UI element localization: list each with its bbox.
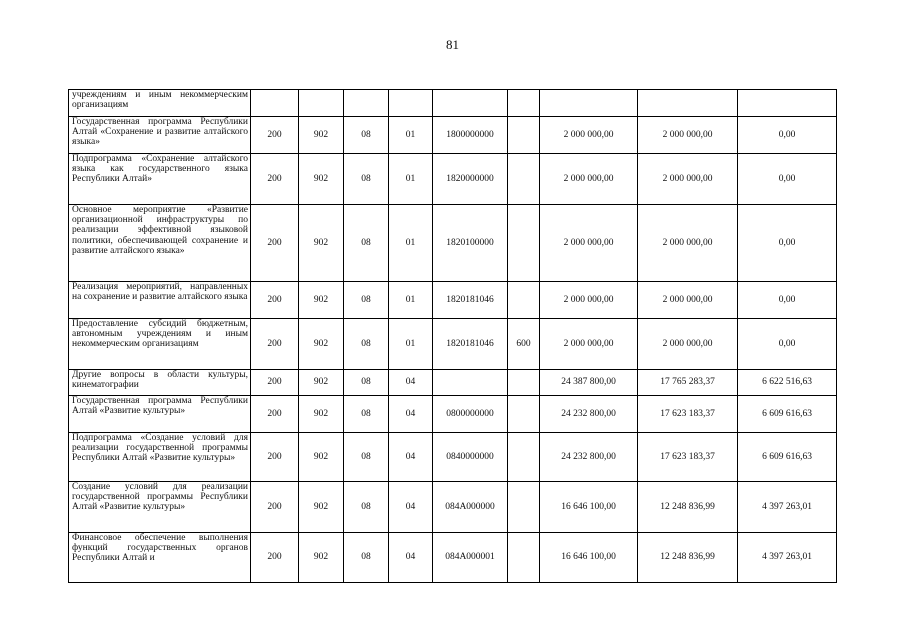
expense-type-code-cell bbox=[508, 154, 540, 205]
chapter-code-cell: 08 bbox=[344, 482, 389, 533]
section-code-cell: 200 bbox=[251, 482, 299, 533]
subchapter-code-cell bbox=[389, 90, 433, 117]
row-name-cell: Основное мероприятие «Развитие организационной инфраструктуры по реализации эффективной языковой политики, обеспечивающей сохранение и развитие алтайского языка» bbox=[69, 205, 251, 282]
amount-remaining-cell: 0,00 bbox=[738, 319, 837, 370]
chapter-code-cell: 08 bbox=[344, 433, 389, 482]
chapter-code-cell: 08 bbox=[344, 117, 389, 154]
subchapter-code-cell: 01 bbox=[389, 282, 433, 319]
chapter-code-cell bbox=[344, 90, 389, 117]
expense-type-code-cell: 600 bbox=[508, 319, 540, 370]
subchapter-code-cell: 04 bbox=[389, 533, 433, 583]
table-row bbox=[69, 433, 837, 482]
row-name-cell: Государственная программа Республики Алтай «Развитие культуры» bbox=[69, 396, 251, 433]
amount-executed-cell: 2 000 000,00 bbox=[638, 205, 738, 282]
ministry-code-cell: 902 bbox=[299, 154, 344, 205]
ministry-code-cell: 902 bbox=[299, 396, 344, 433]
target-article-code-cell: 0800000000 bbox=[433, 396, 508, 433]
section-code-cell: 200 bbox=[251, 282, 299, 319]
row-name-cell: учреждениям и иным некоммерческим организациям bbox=[69, 90, 251, 117]
ministry-code-cell: 902 bbox=[299, 205, 344, 282]
amount-planned-cell: 16 646 100,00 bbox=[540, 482, 638, 533]
amount-remaining-cell bbox=[738, 90, 837, 117]
expense-type-code-cell bbox=[508, 370, 540, 396]
target-article-code-cell: 1820100000 bbox=[433, 205, 508, 282]
amount-remaining-cell: 0,00 bbox=[738, 117, 837, 154]
expense-type-code-cell bbox=[508, 433, 540, 482]
ministry-code-cell: 902 bbox=[299, 433, 344, 482]
ministry-code-cell: 902 bbox=[299, 319, 344, 370]
target-article-code-cell: 084А000000 bbox=[433, 482, 508, 533]
target-article-code-cell: 1820000000 bbox=[433, 154, 508, 205]
ministry-code-cell: 902 bbox=[299, 117, 344, 154]
amount-remaining-cell: 4 397 263,01 bbox=[738, 533, 837, 583]
expense-type-code-cell bbox=[508, 533, 540, 583]
section-code-cell: 200 bbox=[251, 370, 299, 396]
expense-type-code-cell bbox=[508, 282, 540, 319]
amount-executed-cell: 2 000 000,00 bbox=[638, 282, 738, 319]
amount-executed-cell: 17 623 183,37 bbox=[638, 433, 738, 482]
amount-executed-cell bbox=[638, 90, 738, 117]
amount-remaining-cell: 6 622 516,63 bbox=[738, 370, 837, 396]
row-name-cell: Создание условий для реализации государственной программы Республики Алтай «Развитие культуры» bbox=[69, 482, 251, 533]
expense-type-code-cell bbox=[508, 482, 540, 533]
expense-type-code-cell bbox=[508, 396, 540, 433]
amount-remaining-cell: 6 609 616,63 bbox=[738, 396, 837, 433]
table-row bbox=[69, 370, 837, 396]
amount-planned-cell: 2 000 000,00 bbox=[540, 205, 638, 282]
table-row bbox=[69, 154, 837, 205]
chapter-code-cell: 08 bbox=[344, 154, 389, 205]
row-name-cell: Финансовое обеспечение выполнения функций государственных органов Республики Алтай и bbox=[69, 533, 251, 583]
target-article-code-cell: 1820181046 bbox=[433, 282, 508, 319]
chapter-code-cell: 08 bbox=[344, 370, 389, 396]
ministry-code-cell: 902 bbox=[299, 370, 344, 396]
row-name-cell: Подпрограмма «Сохранение алтайского языка как государственного языка Республики Алтай» bbox=[69, 154, 251, 205]
subchapter-code-cell: 04 bbox=[389, 396, 433, 433]
row-name-cell: Государственная программа Республики Алтай «Сохранение и развитие алтайского языка» bbox=[69, 117, 251, 154]
target-article-code-cell bbox=[433, 370, 508, 396]
expense-type-code-cell bbox=[508, 205, 540, 282]
amount-planned-cell: 2 000 000,00 bbox=[540, 154, 638, 205]
amount-executed-cell: 12 248 836,99 bbox=[638, 533, 738, 583]
table-row bbox=[69, 533, 837, 583]
amount-executed-cell: 2 000 000,00 bbox=[638, 154, 738, 205]
section-code-cell: 200 bbox=[251, 533, 299, 583]
target-article-code-cell: 0840000000 bbox=[433, 433, 508, 482]
section-code-cell: 200 bbox=[251, 319, 299, 370]
subchapter-code-cell: 04 bbox=[389, 482, 433, 533]
target-article-code-cell bbox=[433, 90, 508, 117]
amount-remaining-cell: 0,00 bbox=[738, 205, 837, 282]
table-row bbox=[69, 396, 837, 433]
chapter-code-cell: 08 bbox=[344, 396, 389, 433]
amount-planned-cell: 2 000 000,00 bbox=[540, 282, 638, 319]
table-row bbox=[69, 319, 837, 370]
target-article-code-cell: 1800000000 bbox=[433, 117, 508, 154]
row-name-cell: Подпрограмма «Создание условий для реализации государственной программы Республики Алтай «Развитие культуры» bbox=[69, 433, 251, 482]
chapter-code-cell: 08 bbox=[344, 205, 389, 282]
subchapter-code-cell: 01 bbox=[389, 319, 433, 370]
amount-planned-cell: 24 232 800,00 bbox=[540, 396, 638, 433]
section-code-cell: 200 bbox=[251, 154, 299, 205]
section-code-cell: 200 bbox=[251, 433, 299, 482]
row-name-cell: Реализация мероприятий, направленных на сохранение и развитие алтайского языка bbox=[69, 282, 251, 319]
amount-executed-cell: 17 623 183,37 bbox=[638, 396, 738, 433]
section-code-cell bbox=[251, 90, 299, 117]
chapter-code-cell: 08 bbox=[344, 533, 389, 583]
amount-executed-cell: 17 765 283,37 bbox=[638, 370, 738, 396]
amount-planned-cell: 2 000 000,00 bbox=[540, 117, 638, 154]
ministry-code-cell: 902 bbox=[299, 533, 344, 583]
section-code-cell: 200 bbox=[251, 396, 299, 433]
ministry-code-cell bbox=[299, 90, 344, 117]
amount-remaining-cell: 0,00 bbox=[738, 154, 837, 205]
ministry-code-cell: 902 bbox=[299, 282, 344, 319]
amount-remaining-cell: 6 609 616,63 bbox=[738, 433, 837, 482]
table-row bbox=[69, 117, 837, 154]
amount-executed-cell: 2 000 000,00 bbox=[638, 117, 738, 154]
target-article-code-cell: 1820181046 bbox=[433, 319, 508, 370]
subchapter-code-cell: 01 bbox=[389, 154, 433, 205]
ministry-code-cell: 902 bbox=[299, 482, 344, 533]
section-code-cell: 200 bbox=[251, 117, 299, 154]
amount-planned-cell: 24 387 800,00 bbox=[540, 370, 638, 396]
chapter-code-cell: 08 bbox=[344, 282, 389, 319]
expense-type-code-cell bbox=[508, 117, 540, 154]
table-row bbox=[69, 482, 837, 533]
chapter-code-cell: 08 bbox=[344, 319, 389, 370]
subchapter-code-cell: 01 bbox=[389, 205, 433, 282]
table-row bbox=[69, 282, 837, 319]
subchapter-code-cell: 04 bbox=[389, 433, 433, 482]
amount-executed-cell: 12 248 836,99 bbox=[638, 482, 738, 533]
section-code-cell: 200 bbox=[251, 205, 299, 282]
row-name-cell: Другие вопросы в области культуры, кинематографии bbox=[69, 370, 251, 396]
amount-planned-cell: 24 232 800,00 bbox=[540, 433, 638, 482]
expense-type-code-cell bbox=[508, 90, 540, 117]
row-name-cell: Предоставление субсидий бюджетным, автономным учреждениям и иным некоммерческим организациям bbox=[69, 319, 251, 370]
amount-planned-cell: 2 000 000,00 bbox=[540, 319, 638, 370]
page-number: 81 bbox=[446, 37, 459, 52]
amount-remaining-cell: 4 397 263,01 bbox=[738, 482, 837, 533]
amount-remaining-cell: 0,00 bbox=[738, 282, 837, 319]
subchapter-code-cell: 01 bbox=[389, 117, 433, 154]
amount-executed-cell: 2 000 000,00 bbox=[638, 319, 738, 370]
budget-table bbox=[68, 89, 837, 583]
target-article-code-cell: 084А000001 bbox=[433, 533, 508, 583]
amount-planned-cell bbox=[540, 90, 638, 117]
subchapter-code-cell: 04 bbox=[389, 370, 433, 396]
table-row bbox=[69, 90, 837, 117]
table-row bbox=[69, 205, 837, 282]
amount-planned-cell: 16 646 100,00 bbox=[540, 533, 638, 583]
